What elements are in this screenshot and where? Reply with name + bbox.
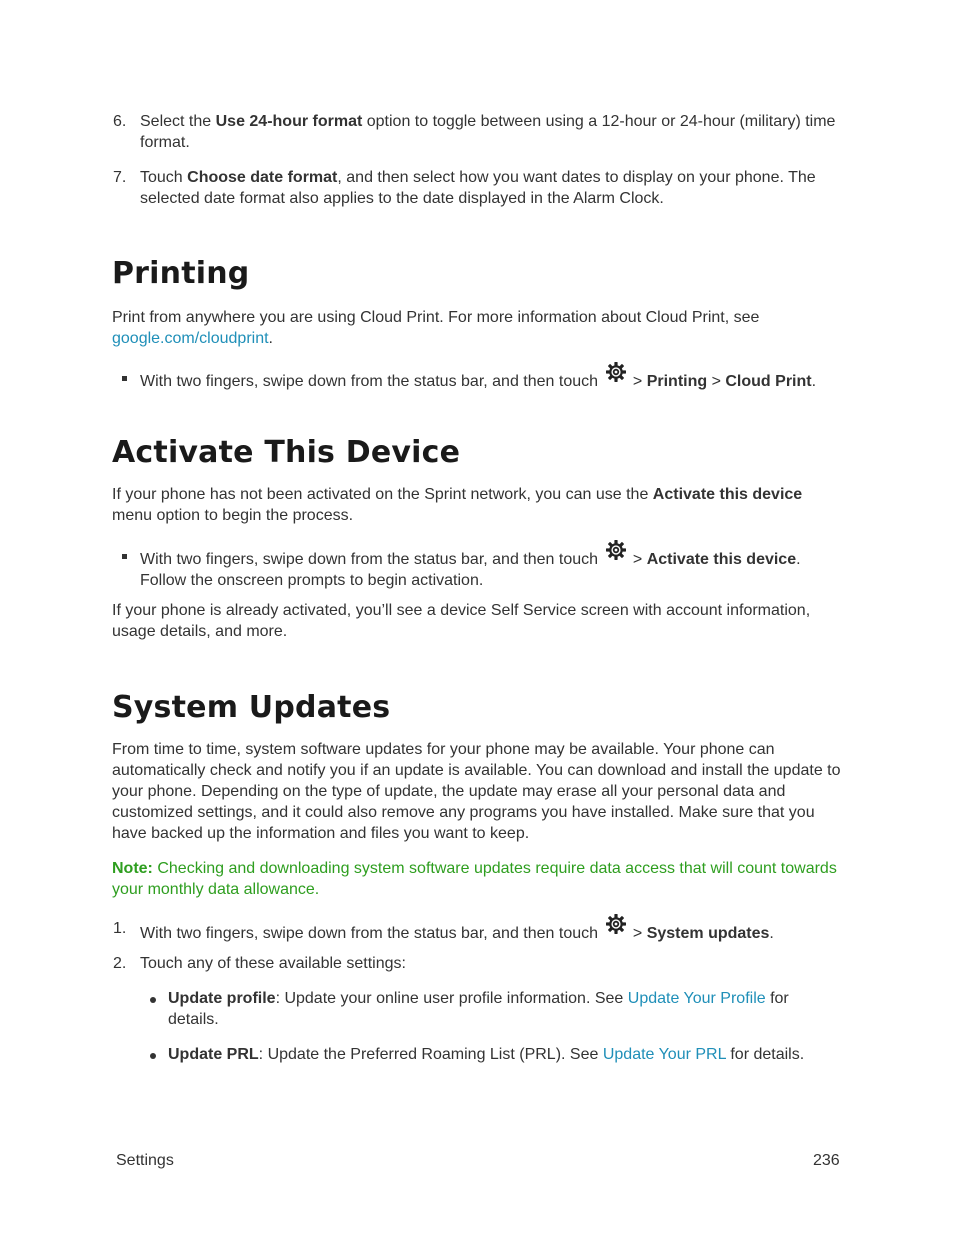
settings-gear-icon (606, 540, 626, 560)
printing-bullet: With two fingers, swipe down from the status bar, and then touch > Printing > Cloud Print. (140, 367, 845, 392)
updates-intro: From time to time, system software updates for your phone may be available. Your phone can automatically check and notify you if an update is available. You can download and install the update to your phone. Depending on the type of update, the update may erase all your personal data and customized settings, and it could also remove any programs you have installed. Make sure that you have backed up the information and files you want to keep. (112, 741, 841, 842)
bullet-dot (150, 1053, 156, 1059)
step-number: 2. (113, 955, 127, 972)
update-profile-link[interactable]: Update Your Profile (627, 990, 766, 1007)
updates-step-2: Touch any of these available settings: (140, 955, 406, 972)
bullet-marker (122, 376, 127, 381)
settings-gear-icon (606, 362, 626, 382)
activate-para2: If your phone is already activated, you’ll see a device Self Service screen with account information, usage details, and more. (112, 602, 811, 640)
step-7-text: Touch Choose date format, and then select how you want dates to display on your phone. The selected date format also applies to the date displayed in the Alarm Clock. (140, 169, 816, 207)
option-name: Choose date format (187, 169, 338, 186)
note: Note: Checking and downloading system software updates require data access that will count towards your monthly data allowance. (112, 860, 837, 898)
note-label: Note: (112, 860, 153, 877)
sub-item-update-prl: Update PRL: Update the Preferred Roaming List (PRL). See Update Your PRL for details. (168, 1046, 805, 1063)
step-6-text: Select the Use 24-hour format option to toggle between using a 12-hour or 24-hour (military) time format. (140, 113, 836, 151)
step-number: 6. (113, 113, 127, 130)
step-number: 7. (113, 169, 127, 186)
option-name: Use 24-hour format (215, 113, 363, 130)
heading-system-updates: System Updates (112, 690, 391, 725)
activate-bullet: With two fingers, swipe down from the status bar, and then touch > Activate this device. Follow the onscreen prompts to begin activation. (140, 545, 845, 591)
heading-activate-device: Activate This Device (112, 435, 461, 470)
page-number: 236 (813, 1152, 840, 1169)
sub-item-update-profile: Update profile: Update your online user profile information. See Update Your Profile for details. (168, 990, 789, 1028)
footer-section: Settings (116, 1152, 174, 1169)
updates-step-1: With two fingers, swipe down from the status bar, and then touch > System updates. (140, 919, 845, 944)
printing-intro: Print from anywhere you are using Cloud Print. For more information about Cloud Print, see google.com/cloudprint. (112, 309, 760, 347)
bullet-marker (122, 554, 127, 559)
settings-gear-icon (606, 914, 626, 934)
cloudprint-link[interactable]: google.com/cloudprint (112, 330, 269, 347)
update-prl-link[interactable]: Update Your PRL (602, 1046, 726, 1063)
step-number: 1. (113, 920, 127, 937)
bullet-dot (150, 997, 156, 1003)
heading-printing: Printing (112, 256, 250, 291)
activate-intro: If your phone has not been activated on the Sprint network, you can use the Activate this device menu option to begin the process. (112, 486, 803, 524)
